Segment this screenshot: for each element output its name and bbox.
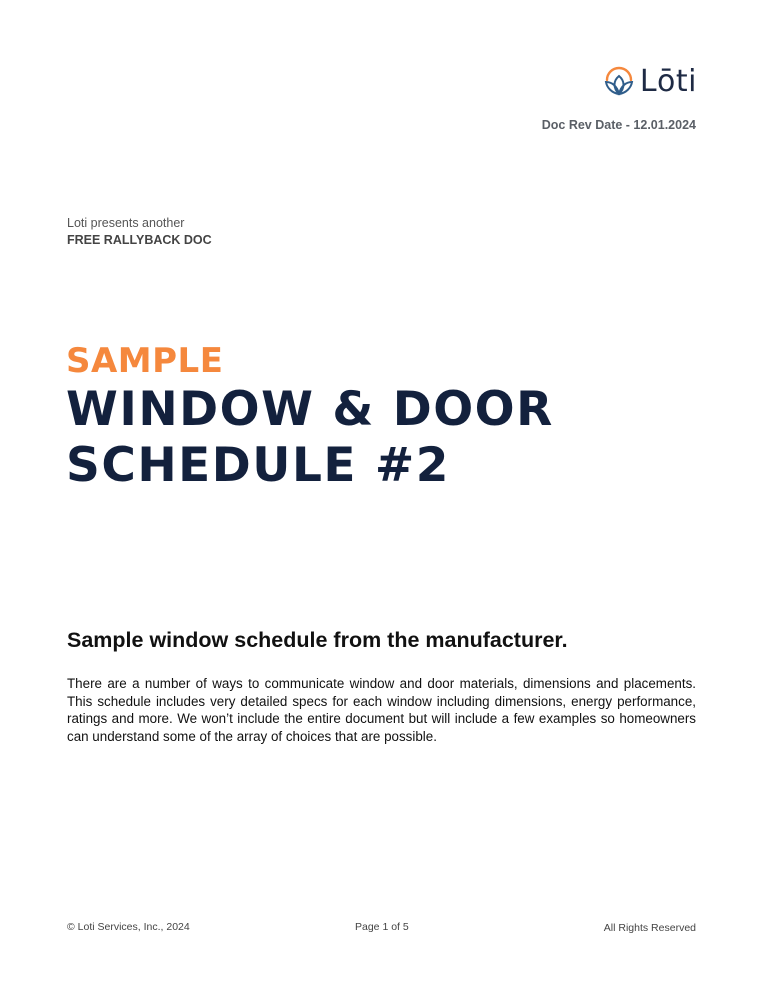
intro-line: Loti presents another (67, 216, 185, 230)
intro-block (67, 215, 212, 249)
page-title-line-1: WINDOW & DOOR (66, 382, 554, 437)
footer-rights: All Rights Reserved (603, 922, 696, 934)
logo-wordmark: Lōti (639, 64, 697, 99)
lotus-icon (602, 66, 636, 98)
doc-rev-date: Doc Rev Date - 12.01.2024 (541, 118, 696, 132)
intro-tagline: FREE RALLYBACK DOC (67, 233, 212, 247)
section-heading: Sample window schedule from the manufacturer. (67, 628, 568, 652)
title-block (66, 340, 554, 494)
logo (602, 66, 697, 98)
title-eyebrow: SAMPLE (66, 341, 224, 381)
footer-page-number: Page 1 of 5 (355, 921, 409, 933)
footer-copyright: © Loti Services, Inc., 2024 (67, 921, 190, 933)
section-body: There are a number of ways to communicate window and door materials, dimensions and placements. This schedule includes very detailed specs for each window including dimensions, energy performance, ratings and more. We won’t include the entire document but will include a few examples so homeowners can understand some of the array of choices that are possible. (67, 676, 696, 744)
page-title-line-2: SCHEDULE #2 (66, 438, 450, 493)
